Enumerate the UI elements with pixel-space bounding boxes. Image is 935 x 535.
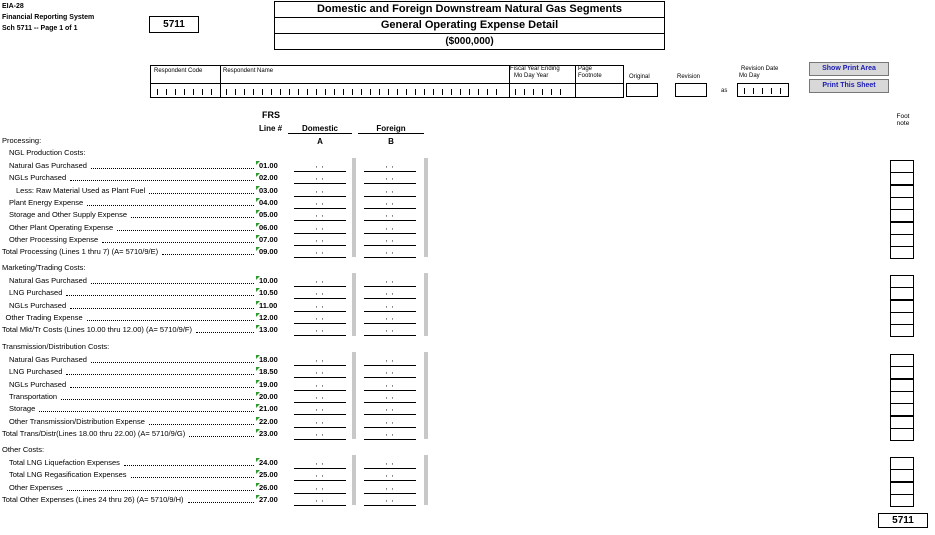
row-label: Total Other Expenses (Lines 24 thru 26) (A= 5710/9/H) <box>2 494 184 504</box>
foreign-input[interactable]: , , <box>364 172 416 184</box>
footnote-input[interactable] <box>890 222 914 235</box>
table-row <box>0 222 935 234</box>
line-number: 03.00 <box>259 185 278 195</box>
line-number: 26.00 <box>259 482 278 492</box>
original-label: Original <box>629 74 650 80</box>
domestic-input[interactable]: , , <box>294 275 346 287</box>
footnote-input[interactable] <box>890 209 914 222</box>
respondent-info <box>150 65 624 98</box>
domestic-input[interactable]: , , <box>294 312 346 324</box>
row-label: LNG Purchased <box>9 367 63 377</box>
line-number: 21.00 <box>259 404 278 414</box>
footnote-header: Foot note <box>896 113 910 127</box>
foreign-input[interactable]: , , <box>364 287 416 299</box>
column-divider <box>424 455 428 505</box>
frs-label: FRS <box>262 110 280 120</box>
table-row <box>0 312 935 324</box>
footnote-input[interactable] <box>890 324 914 337</box>
revision-field[interactable] <box>675 83 707 97</box>
footnote-input[interactable] <box>890 403 914 416</box>
title-line2: General Operating Expense Detail <box>275 18 664 34</box>
respondent-code-label: Respondent Code <box>154 68 203 74</box>
leader-dots <box>39 411 254 412</box>
line-number: 18.00 <box>259 355 278 364</box>
respondent-code-cell[interactable] <box>151 66 221 97</box>
line-number: 07.00 <box>259 234 278 244</box>
domestic-input[interactable]: , , <box>294 160 346 172</box>
leader-dots <box>131 217 254 218</box>
footnote-input[interactable] <box>890 494 914 507</box>
row-label: Other Expenses <box>9 482 63 492</box>
table-row <box>0 275 935 287</box>
line-number: 25.00 <box>259 470 278 480</box>
table-row <box>0 482 935 494</box>
respondent-name-cell[interactable] <box>220 66 510 97</box>
leader-dots <box>131 477 254 478</box>
domestic-input[interactable]: , , <box>294 172 346 184</box>
domestic-input[interactable]: , , <box>294 457 346 469</box>
footnote-input[interactable] <box>890 312 914 325</box>
column-divider <box>352 273 356 336</box>
domestic-input[interactable]: , , <box>294 416 346 428</box>
section-subtitle: NGL Production Costs: <box>9 148 86 157</box>
line-number: 20.00 <box>259 391 278 401</box>
table-row <box>0 300 935 312</box>
table-row <box>0 494 935 506</box>
leader-dots <box>91 283 254 284</box>
leader-dots <box>66 295 254 296</box>
row-label: Total Processing (Lines 1 thru 7) (A= 5710/9/E) <box>2 247 159 257</box>
foreign-input[interactable]: , , <box>364 354 416 366</box>
table-row <box>0 234 935 246</box>
foreign-input[interactable]: , , <box>364 246 416 258</box>
table-row <box>0 324 935 336</box>
leader-dots <box>188 502 254 503</box>
column-divider <box>424 158 428 257</box>
section-title: Other Costs: <box>2 445 45 454</box>
leader-dots <box>66 374 254 375</box>
domestic-input[interactable]: , , <box>294 354 346 366</box>
table-row <box>0 391 935 403</box>
leader-dots <box>70 387 254 388</box>
table-row <box>0 403 935 415</box>
column-divider <box>352 455 356 505</box>
table-row <box>0 246 935 258</box>
foreign-input[interactable]: , , <box>364 209 416 221</box>
line-number: 11.00 <box>259 300 278 310</box>
foreign-input[interactable]: , , <box>364 234 416 246</box>
footnote-input[interactable] <box>890 457 914 470</box>
line-number: 13.00 <box>259 325 278 335</box>
line-number: 23.00 <box>259 428 278 438</box>
domestic-input[interactable]: , , <box>294 469 346 481</box>
table-row <box>0 197 935 209</box>
foreign-input[interactable]: , , <box>364 275 416 287</box>
row-label: Natural Gas Purchased <box>9 161 87 170</box>
row-label: Other Processing Expense <box>9 234 99 244</box>
page-footnote-cell[interactable] <box>575 66 623 97</box>
foreign-input[interactable]: , , <box>364 324 416 336</box>
line-number-header: Line # <box>259 124 283 133</box>
footnote-input[interactable] <box>890 416 914 429</box>
domestic-input[interactable]: , , <box>294 246 346 258</box>
row-label: Natural Gas Purchased <box>9 276 87 285</box>
table-row <box>0 172 935 184</box>
domestic-input[interactable]: , , <box>294 324 346 336</box>
footnote-input[interactable] <box>890 391 914 404</box>
revision-date-mo-day: Mo Day <box>739 73 760 79</box>
leader-dots <box>70 308 254 309</box>
title-line3: ($000,000) <box>445 36 494 47</box>
footnote-input[interactable] <box>890 287 914 300</box>
footnote-input[interactable] <box>890 482 914 495</box>
line-number: 22.00 <box>259 416 278 426</box>
foreign-input[interactable]: , , <box>364 391 416 403</box>
footnote-input[interactable] <box>890 300 914 313</box>
column-divider <box>352 352 356 439</box>
footnote-input[interactable] <box>890 246 914 259</box>
form-id: EIA-28 <box>2 3 24 10</box>
line-number: 19.00 <box>259 379 278 389</box>
title-box <box>274 1 665 50</box>
footnote-input[interactable] <box>890 197 914 210</box>
domestic-input[interactable]: , , <box>294 234 346 246</box>
row-label: Plant Energy Expense <box>9 197 84 207</box>
domestic-input[interactable]: , , <box>294 494 346 506</box>
foreign-input[interactable]: , , <box>364 222 416 234</box>
table-row <box>0 366 935 378</box>
domestic-input[interactable]: , , <box>294 287 346 299</box>
row-label: Other Transmission/Distribution Expense <box>9 416 145 426</box>
leader-dots <box>91 168 254 169</box>
row-label: Total LNG Liquefaction Expenses <box>9 458 120 467</box>
foreign-input[interactable]: , , <box>364 494 416 506</box>
domestic-code: A <box>317 137 323 146</box>
domestic-input[interactable]: , , <box>294 300 346 312</box>
leader-dots <box>67 490 254 491</box>
table-row <box>0 428 935 440</box>
domestic-header: Domestic <box>288 124 352 134</box>
leader-dots <box>162 254 254 255</box>
line-number: 12.00 <box>259 312 278 322</box>
line-number: 05.00 <box>259 210 278 220</box>
row-label: Total Trans/Distr(Lines 18.00 thru 22.00) (A= 5710/9/G) <box>2 428 186 438</box>
foreign-input[interactable]: , , <box>364 428 416 440</box>
leader-dots <box>149 424 254 425</box>
foreign-input[interactable]: , , <box>364 300 416 312</box>
line-number: 10.00 <box>259 276 278 285</box>
section-title: Marketing/Trading Costs: <box>2 263 86 272</box>
table-row <box>0 185 935 197</box>
footnote-input[interactable] <box>890 379 914 392</box>
line-number: 27.00 <box>259 494 278 504</box>
table-row <box>0 469 935 481</box>
table-row <box>0 287 935 299</box>
leader-dots <box>91 362 254 363</box>
leader-dots <box>196 332 254 333</box>
column-divider <box>424 352 428 439</box>
line-number: 09.00 <box>259 247 278 257</box>
respondent-name-label: Respondent Name <box>223 68 274 74</box>
line-number: 02.00 <box>259 173 278 183</box>
footnote-input[interactable] <box>890 234 914 247</box>
footnote-input[interactable] <box>890 366 914 379</box>
footnote-input[interactable] <box>890 172 914 185</box>
row-label: NGLs Purchased <box>9 173 67 183</box>
row-label: NGLs Purchased <box>9 379 67 389</box>
fiscal-year-cell[interactable] <box>509 66 576 97</box>
show-print-area-button[interactable]: Show Print Area <box>809 62 889 76</box>
footnote-input[interactable] <box>890 185 914 198</box>
table-row <box>0 416 935 428</box>
foreign-input[interactable]: , , <box>364 469 416 481</box>
table-row <box>0 354 935 366</box>
foreign-input[interactable]: , , <box>364 160 416 172</box>
domestic-input[interactable]: , , <box>294 209 346 221</box>
foreign-input[interactable]: , , <box>364 457 416 469</box>
fiscal-year-label: Fiscal Year Ending <box>510 66 560 72</box>
line-number: 01.00 <box>259 161 278 170</box>
domestic-input[interactable]: , , <box>294 185 346 197</box>
foreign-input[interactable]: , , <box>364 379 416 391</box>
footer-schedule-number: 5711 <box>878 513 928 528</box>
line-number: 18.50 <box>259 367 278 377</box>
column-divider <box>424 273 428 336</box>
foreign-header: Foreign <box>358 124 424 134</box>
system-name: Financial Reporting System <box>2 14 95 21</box>
leader-dots <box>102 242 254 243</box>
schedule-page: Sch 5711 -- Page 1 of 1 <box>2 25 78 32</box>
row-label: Other Plant Operating Expense <box>9 222 114 232</box>
line-number: 04.00 <box>259 197 278 207</box>
row-label: Other Trading Expense <box>5 312 83 322</box>
leader-dots <box>87 205 254 206</box>
revision-date-label: Revision Date <box>741 66 779 72</box>
domestic-input[interactable]: , , <box>294 366 346 378</box>
domestic-input[interactable]: , , <box>294 403 346 415</box>
foreign-input[interactable]: , , <box>364 416 416 428</box>
foreign-code: B <box>388 137 394 146</box>
leader-dots <box>189 436 254 437</box>
print-this-sheet-button[interactable]: Print This Sheet <box>809 79 889 93</box>
foreign-input[interactable]: , , <box>364 482 416 494</box>
section-title: Processing: <box>2 136 42 145</box>
row-label: Storage and Other Supply Expense <box>9 210 127 220</box>
row-label: Total Mkt/Tr Costs (Lines 10.00 thru 12.00) (A= 5710/9/F) <box>2 325 193 335</box>
table-row <box>0 160 935 172</box>
foreign-input[interactable]: , , <box>364 312 416 324</box>
domestic-input[interactable]: , , <box>294 391 346 403</box>
page-footnote-label: Page Footnote <box>578 66 602 79</box>
row-label: Transportation <box>9 391 58 401</box>
leader-dots <box>124 465 254 466</box>
row-label: Storage <box>9 404 36 414</box>
foreign-input[interactable]: , , <box>364 185 416 197</box>
domestic-input[interactable]: , , <box>294 222 346 234</box>
table-row <box>0 209 935 221</box>
domestic-input[interactable]: , , <box>294 197 346 209</box>
footnote-input[interactable] <box>890 469 914 482</box>
line-number: 24.00 <box>259 458 278 467</box>
revision-label: Revision <box>677 74 701 80</box>
domestic-input[interactable]: , , <box>294 482 346 494</box>
line-number: 10.50 <box>259 288 278 298</box>
column-divider <box>352 158 356 257</box>
leader-dots <box>87 320 254 321</box>
form-header <box>2 1 94 34</box>
fiscal-year-mdy: Mo Day Year <box>514 73 549 79</box>
title-line1: Domestic and Foreign Downstream Natural Gas Segments <box>275 2 664 18</box>
table-row <box>0 379 935 391</box>
row-label: LNG Purchased <box>9 288 63 298</box>
row-label: NGLs Purchased <box>9 300 67 310</box>
domestic-input[interactable]: , , <box>294 379 346 391</box>
schedule-number-box: 5711 <box>149 16 199 33</box>
footnote-input[interactable] <box>890 428 914 441</box>
footnote-input[interactable] <box>890 275 914 288</box>
leader-dots <box>70 180 254 181</box>
row-label: Less: Raw Material Used as Plant Fuel <box>16 185 146 195</box>
section-title: Transmission/Distribution Costs: <box>2 342 110 351</box>
revision-date-field[interactable] <box>737 83 789 97</box>
leader-dots <box>61 399 254 400</box>
footnote-input[interactable] <box>890 354 914 367</box>
foreign-input[interactable]: , , <box>364 403 416 415</box>
line-number: 06.00 <box>259 222 278 232</box>
as-label: as <box>721 88 728 94</box>
foreign-input[interactable]: , , <box>364 197 416 209</box>
table-row <box>0 457 935 469</box>
foreign-input[interactable]: , , <box>364 366 416 378</box>
leader-dots <box>149 193 254 194</box>
row-label: Natural Gas Purchased <box>9 355 87 364</box>
footnote-input[interactable] <box>890 160 914 173</box>
domestic-input[interactable]: , , <box>294 428 346 440</box>
original-field[interactable] <box>626 83 658 97</box>
row-label: Total LNG Regasification Expenses <box>9 470 127 480</box>
leader-dots <box>117 230 254 231</box>
